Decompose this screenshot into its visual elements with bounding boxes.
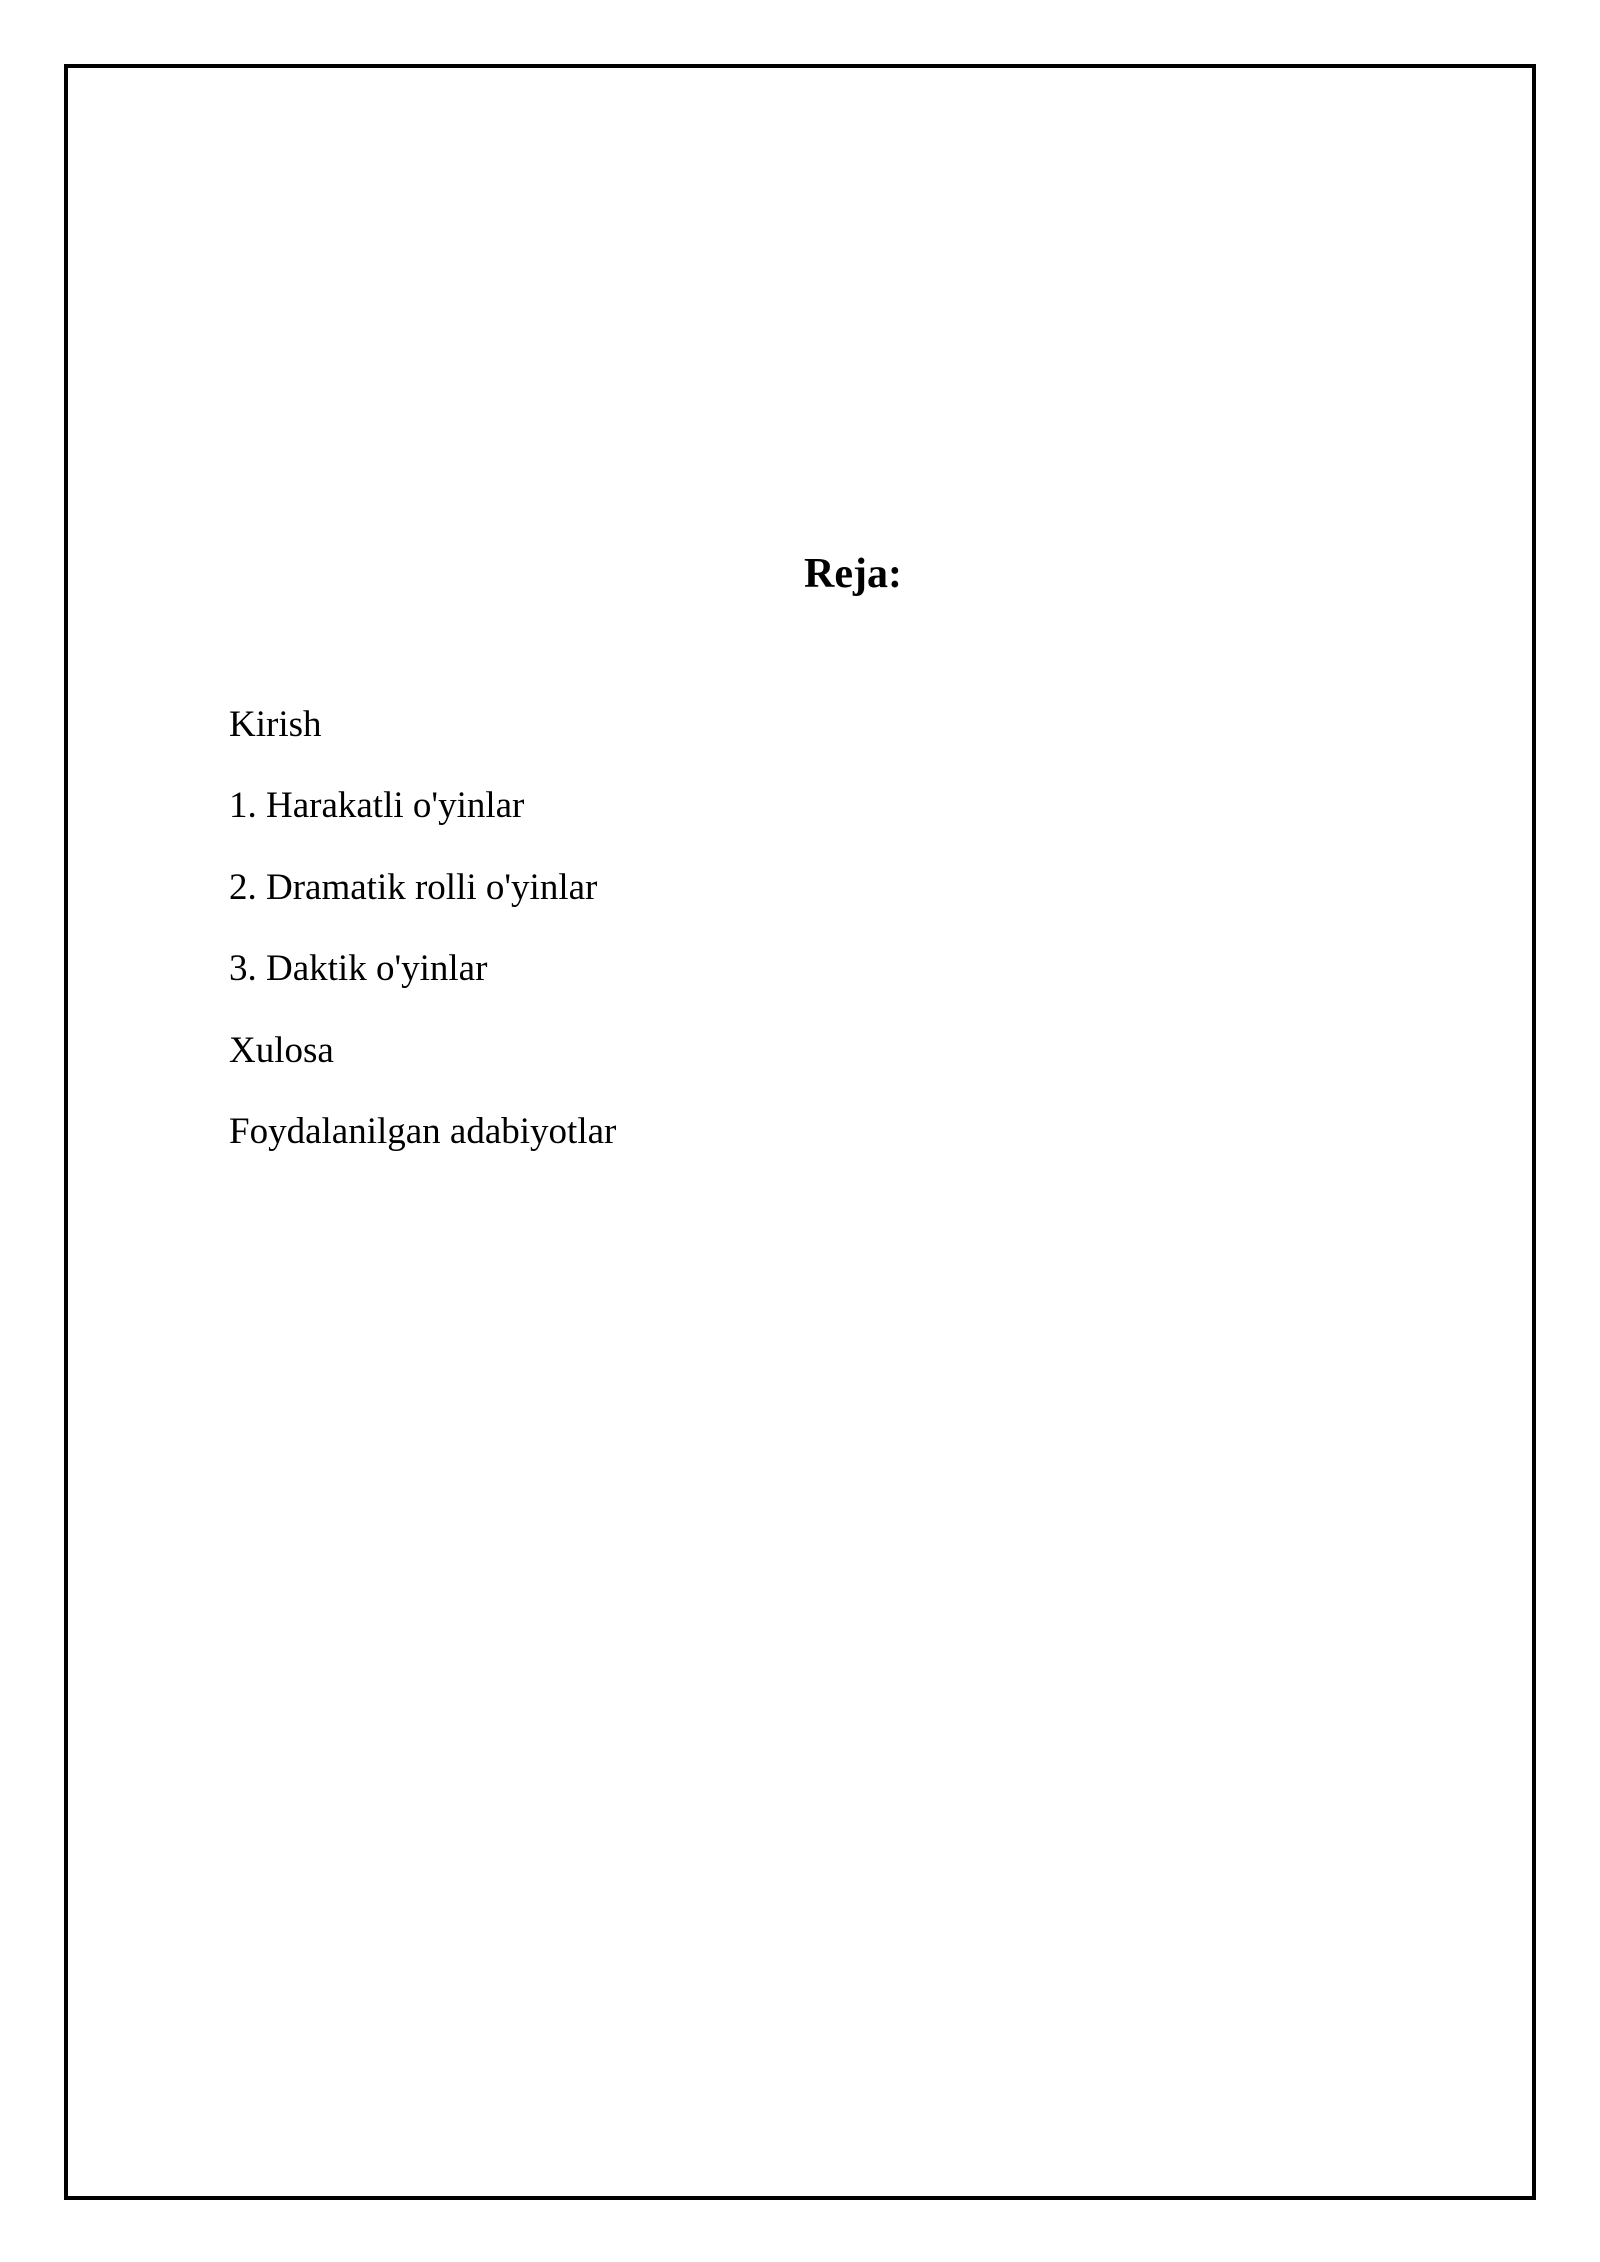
plan-item-section-1: 1. Harakatli o'yinlar xyxy=(229,785,525,827)
plan-item-conclusion: Xulosa xyxy=(229,1029,334,1071)
plan-item-section-2: 2. Dramatik rolli o'yinlar xyxy=(229,866,598,908)
plan-item-section-3: 3. Daktik o'yinlar xyxy=(229,948,488,990)
plan-item-references: Foydalanilgan adabiyotlar xyxy=(229,1110,617,1152)
plan-item-introduction: Kirish xyxy=(229,704,322,745)
plan-title: Reja: xyxy=(804,551,902,597)
plan-list xyxy=(229,702,616,1190)
